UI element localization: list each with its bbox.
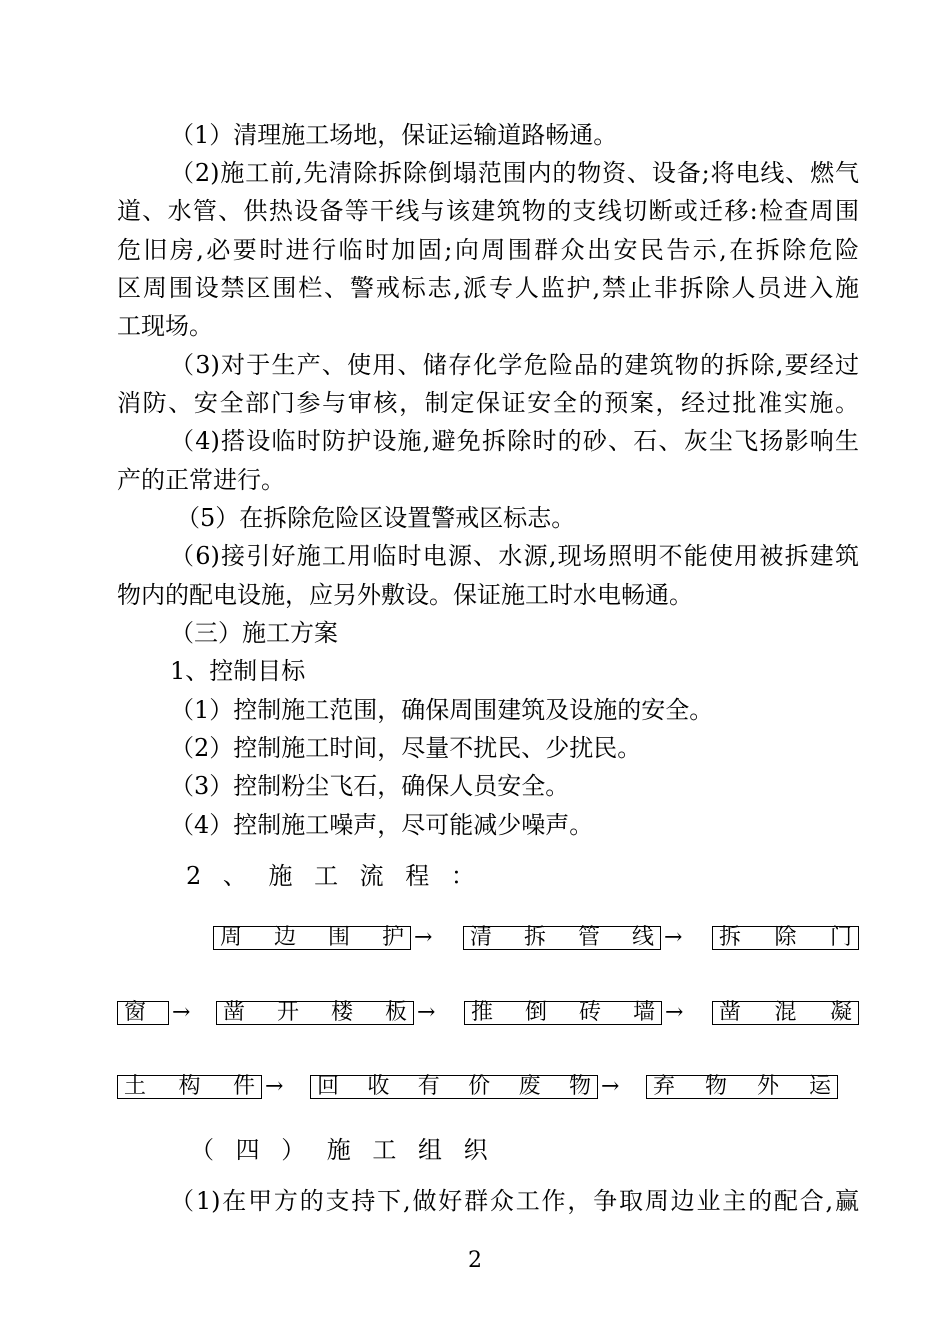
subsection-1-heading: 1、控制目标 [170,657,306,685]
paragraph-5: （5）在拆除危险区设置警戒区标志。 [176,504,576,532]
flow-step-char: 凿 [719,1000,742,1025]
flow-step-char: 开 [276,1000,299,1025]
flow-step-char: 有 [417,1074,440,1099]
flow-step-char: 运 [808,1074,831,1099]
flow-step-remove-doors [712,926,859,950]
target-item: （3）控制粉尘飞石，确保人员安全。 [170,772,570,800]
flow-step-char: 清 [470,925,493,950]
target-item: （2）控制施工时间，尽量不扰民、少扰民。 [170,734,642,762]
flow-step-char: 凿 [223,1000,246,1025]
flow-step-char: 混 [774,1000,797,1025]
flow-step-char: 墙 [632,1000,655,1025]
section-4-paragraph-1: （1)在甲方的支持下,做好群众工作，争取周边业主的配合,赢 [170,1187,859,1215]
flow-step-char: 弃 [653,1074,676,1099]
arrow-icon: → [172,1000,191,1025]
paragraph-6-line-2: 物内的配电设施，应另外敷设。保证施工时水电畅通。 [117,581,693,609]
flow-step-char: 管 [577,925,600,950]
flow-step-char: 回 [317,1074,340,1099]
subsection-2-heading: 2、施工流程： [186,862,497,890]
paragraph-3-line-1: （3)对于生产、使用、储存化学危险品的建筑物的拆除,要经过 [170,351,859,379]
flow-step-char: 废 [518,1074,541,1099]
flow-step-windows [117,1001,169,1025]
arrow-icon: → [601,1074,620,1099]
arrow-icon: → [414,925,433,950]
arrow-icon: → [665,1000,684,1025]
flow-step-perimeter-protection [213,926,411,950]
flow-step-char: 构 [178,1074,201,1099]
arrow-icon: → [664,925,683,950]
flow-step-char: 物 [568,1074,591,1099]
section-3-heading: （三）施工方案 [170,619,338,647]
arrow-icon: → [265,1074,284,1099]
paragraph-2-line-1: （2)施工前,先清除拆除倒塌范围内的物资、设备;将电线、燃气 [170,159,859,187]
flow-step-char: 件 [232,1074,255,1099]
flow-step-char: 凝 [829,1000,852,1025]
paragraph-2-line-2: 道、水管、供热设备等干线与该建筑物的支线切断或迁移:检查周围 [117,197,859,225]
paragraph-6-line-1: （6)接引好施工用临时电源、水源,现场照明不能使用被拆建筑 [170,542,859,570]
flow-step-char: 楼 [330,1000,353,1025]
flow-step-recycle-valuables [310,1075,598,1099]
flow-step-char: 砖 [578,1000,601,1025]
paragraph-4-line-2: 产的正常进行。 [117,466,285,494]
flow-step-char: 除 [774,925,797,950]
target-item: （1）控制施工范围，确保周围建筑及设施的安全。 [170,696,714,724]
flow-step-char: 围 [327,925,350,950]
paragraph-1: （1）清理施工场地，保证运输道路畅通。 [170,121,618,149]
flow-step-push-brick-walls [464,1001,662,1025]
paragraph-2-line-4: 区周围设禁区围栏、警戒标志,派专人监护,禁止非拆除人员进入施 [117,274,859,302]
section-4-heading: （四）施工组织 [190,1136,510,1164]
flow-step-char: 推 [471,1000,494,1025]
flow-step-char: 板 [384,1000,407,1025]
flow-step-components [117,1075,262,1099]
flow-step-char: 物 [704,1074,727,1099]
paragraph-3-line-2: 消防、安全部门参与审核，制定保证安全的预案，经过批准实施。 [117,389,859,417]
paragraph-4-line-1: （4)搭设临时防护设施,避免拆除时的砂、石、灰尘飞扬影响生 [170,427,859,455]
flow-step-char: 收 [367,1074,390,1099]
flow-step-char: 拆 [523,925,546,950]
flow-step-haul-waste [646,1075,838,1099]
flow-step-char: 价 [468,1074,491,1099]
flow-step-char: 土 [124,1074,147,1099]
flow-step-char: 拆 [719,925,742,950]
flow-step-char: 窗 [124,1000,147,1025]
flow-step-char: 边 [273,925,296,950]
flow-step-chisel-floor-slabs [216,1001,414,1025]
flow-step-clear-pipelines [463,926,661,950]
flow-step-char: 线 [631,925,654,950]
target-item: （4）控制施工噪声，尽可能减少噪声。 [170,811,594,839]
paragraph-2-line-3: 危旧房,必要时进行临时加固;向周围群众出安民告示,在拆除危险 [117,236,859,264]
flow-step-chisel-concrete [712,1001,859,1025]
flow-step-char: 门 [829,925,852,950]
paragraph-2-line-5: 工现场。 [117,312,213,340]
flow-step-char: 外 [756,1074,779,1099]
page-number: 2 [468,1248,482,1273]
flow-step-char: 护 [381,925,404,950]
flow-step-char: 周 [220,925,243,950]
flow-step-char: 倒 [524,1000,547,1025]
arrow-icon: → [417,1000,436,1025]
